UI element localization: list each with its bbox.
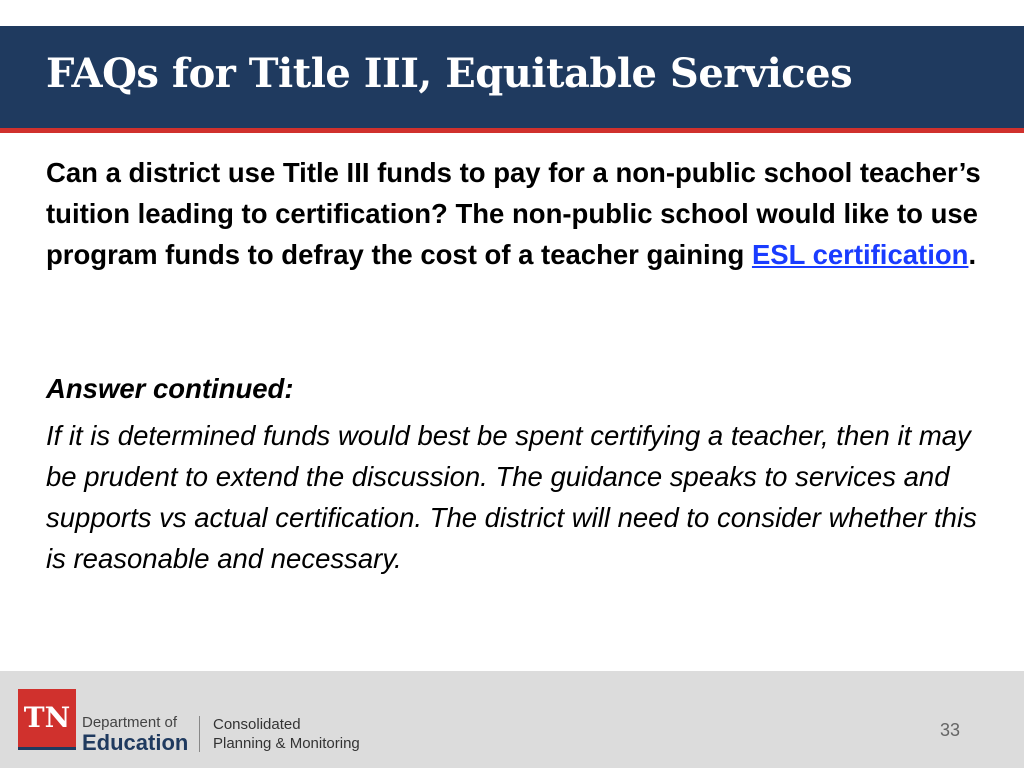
top-strip [0,0,1024,26]
esl-certification-link[interactable]: ESL certification [751,239,969,270]
page-number: 33 [940,720,961,740]
dept-line-2: Education [82,730,189,755]
slide-title: FAQs for Title III, Equitable Services [46,50,853,97]
office-line-1: Consolidated [213,716,301,733]
answer-body: If it is determined funds would best be spent certifying a teacher, then it may be prudent to extend the discussion. The guidance speaks to services and supports vs actual certification. The district will need to consider whether this is reasonable and necessary. [46,420,977,574]
question-end: . [968,239,977,270]
title-underline [0,128,1024,133]
tn-logo: TN [18,689,76,747]
footer-divider [199,716,200,752]
tn-logo-underline [18,747,76,750]
question-text: Can a district use Title III funds to pay for a non-public school teacher’s tuition leading to certification? The non-public school would like to use program funds to defray the cost of a teacher gaining [46,157,981,270]
dept-line-1: Department of [82,714,178,731]
question-paragraph [46,152,996,275]
office-line-2: Planning & Monitoring [213,735,360,752]
answer-heading: Answer continued: [46,373,294,404]
